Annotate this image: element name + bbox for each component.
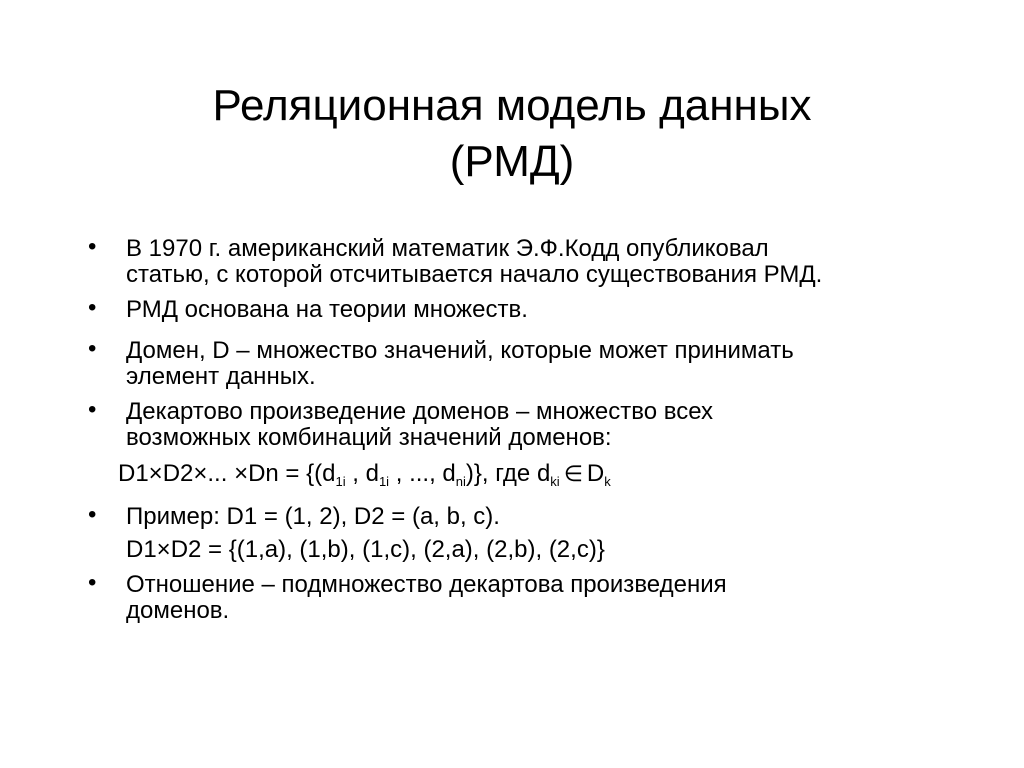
formula-text: D1×D2×... ×Dn = {(d bbox=[118, 460, 336, 487]
bullet-4-line-2: возможных комбинаций значений доменов: bbox=[126, 424, 612, 451]
formula-text: , ..., d bbox=[389, 460, 456, 487]
formula-subscript: 1i bbox=[335, 474, 346, 489]
formula-subscript: k bbox=[604, 474, 611, 489]
bullet-5-line-2: D1×D2 = {(1,a), (1,b), (1,c), (2,a), (2,b), (2,c)} bbox=[126, 536, 605, 563]
bullet-5-line-1: Пример: D1 = (1, 2), D2 = (a, b, c). bbox=[126, 503, 500, 530]
formula-text: )}, где d bbox=[465, 460, 551, 487]
bullet-2-line-1: РМД основана на теории множеств. bbox=[126, 296, 528, 323]
formula-subscript: ni bbox=[455, 474, 466, 489]
bullet-marker: • bbox=[88, 294, 97, 321]
formula-subscript: 1i bbox=[378, 474, 390, 489]
bullet-1-line-1: В 1970 г. американский математик Э.Ф.Кодд опубликовал bbox=[126, 235, 769, 262]
formula-text: D bbox=[586, 460, 605, 487]
bullet-4-line-1: Декартово произведение доменов – множество всех bbox=[126, 398, 714, 425]
title-line-2: (РМД) bbox=[449, 137, 575, 186]
bullet-6-line-1: Отношение – подмножество декартова произведения bbox=[126, 571, 727, 598]
bullet-marker: • bbox=[88, 335, 97, 362]
element-of-symbol: ∈ bbox=[563, 461, 583, 486]
bullet-6-line-2: доменов. bbox=[126, 597, 230, 624]
bullet-3-line-1: Домен, D – множество значений, которые может принимать bbox=[126, 337, 794, 364]
bullet-marker: • bbox=[88, 233, 97, 260]
title-line-1: Реляционная модель данных bbox=[212, 81, 812, 130]
formula-text: , d bbox=[345, 460, 379, 487]
bullet-3-line-2: элемент данных. bbox=[126, 363, 316, 390]
bullet-marker: • bbox=[88, 569, 97, 596]
bullet-marker: • bbox=[88, 501, 97, 528]
bullet-marker: • bbox=[88, 396, 97, 423]
bullet-1-line-2: статью, с которой отсчитывается начало существования РМД. bbox=[126, 261, 823, 288]
formula-subscript: ki bbox=[550, 474, 560, 489]
cartesian-product-formula bbox=[118, 461, 611, 487]
